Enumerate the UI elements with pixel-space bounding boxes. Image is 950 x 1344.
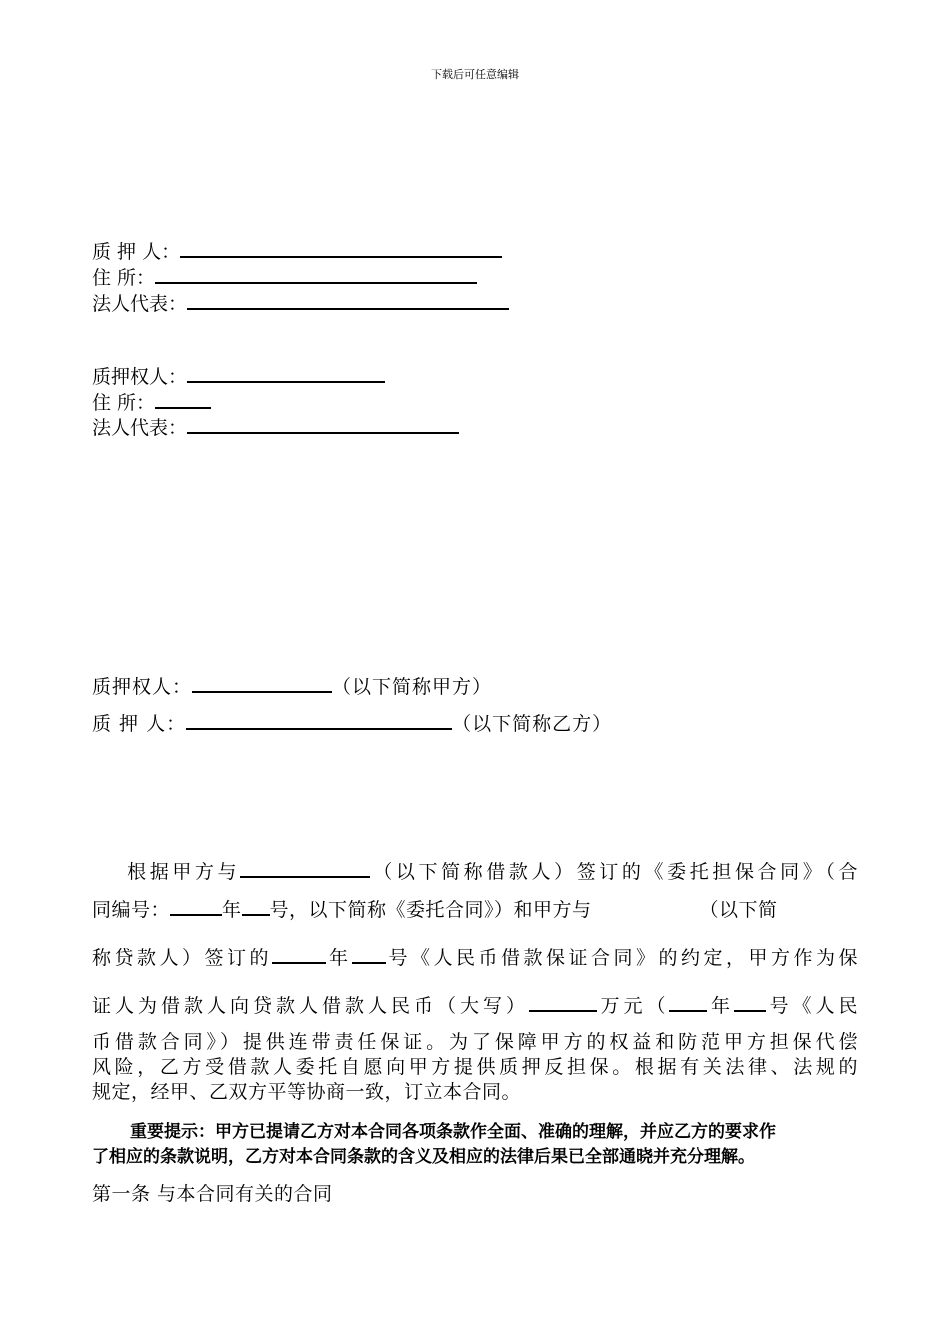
guarantee-no-blank[interactable] xyxy=(352,944,386,964)
loan-no-blank[interactable] xyxy=(734,992,766,1012)
pledgee-rep-label: 法人代表： xyxy=(92,417,188,439)
notice-text: 重要提示：甲方已提请乙方对本合同各项条款作全面、准确的理解，并应乙方的要求作 xyxy=(130,1122,776,1142)
body-line-6: 风险，乙方受借款人委托自愿向甲方提供质押反担保。根据有关法律、法规的 xyxy=(92,1056,858,1078)
body-text: 年 xyxy=(326,947,352,969)
pledgee-blank[interactable] xyxy=(187,363,385,383)
body-line-4 xyxy=(92,992,858,1018)
header-note: 下载后可任意编辑 xyxy=(431,68,519,81)
body-text: （以下简 xyxy=(699,899,778,921)
body-text: 号，以下简称《委托合同》）和甲方与 xyxy=(269,899,592,921)
body-text: 年 xyxy=(707,995,734,1017)
body-text: （以下简称借款人）签订的《委托担保合同》（合 xyxy=(370,861,858,883)
pledgor-rep-blank[interactable] xyxy=(187,290,509,310)
contract-no-blank[interactable] xyxy=(242,896,270,916)
body-line-1 xyxy=(92,858,858,884)
body-text: 年 xyxy=(222,899,242,921)
notice-line-2: 了相应的条款说明，乙方对本合同条款的含义及相应的法律后果已全部通晓并充分理解。 xyxy=(92,1147,755,1167)
pledgee-address-line xyxy=(92,389,211,415)
body-line-2 xyxy=(92,896,858,922)
article-1-heading: 第一条 与本合同有关的合同 xyxy=(92,1183,333,1205)
pledgor-rep-line xyxy=(92,290,509,316)
pledgor-address-line xyxy=(92,264,477,290)
party-b-label: 质 押 人： xyxy=(92,713,187,735)
body-text: 称贷款人）签订的 xyxy=(92,947,272,969)
body-text: 证人为借款人向贷款人借款人民币（大写） xyxy=(92,995,529,1017)
party-b-suffix: （以下简称乙方） xyxy=(452,713,613,735)
party-a-suffix: （以下简称甲方） xyxy=(332,676,493,698)
guarantee-year-blank[interactable] xyxy=(272,944,326,964)
body-text: 同编号： xyxy=(92,899,171,921)
party-b-blank[interactable] xyxy=(186,710,452,730)
pledgor-label: 质 押 人： xyxy=(92,241,181,263)
party-a-blank[interactable] xyxy=(192,673,332,693)
loan-year-blank[interactable] xyxy=(669,992,707,1012)
pledgee-address-label: 住 所： xyxy=(92,392,156,414)
body-line-7: 规定，经甲、乙双方平等协商一致，订立本合同。 xyxy=(92,1081,522,1103)
body-text: 万元（ xyxy=(596,995,670,1017)
pledgor-rep-label: 法人代表： xyxy=(92,293,188,315)
borrower-blank[interactable] xyxy=(240,858,370,878)
notice-line-1 xyxy=(92,1120,858,1144)
pledgee-label: 质押权人： xyxy=(92,366,188,388)
contract-year-blank[interactable] xyxy=(170,896,222,916)
amount-blank[interactable] xyxy=(529,992,597,1012)
pledgee-rep-blank[interactable] xyxy=(187,414,459,434)
pledgor-address-label: 住 所： xyxy=(92,267,156,289)
body-line-3 xyxy=(92,944,858,970)
pledgee-line xyxy=(92,363,385,389)
pledgor-line xyxy=(92,238,502,264)
body-text: 号《人民 xyxy=(765,995,858,1017)
pledgor-blank[interactable] xyxy=(180,238,502,258)
pledgor-address-blank[interactable] xyxy=(155,264,477,284)
body-text: 号《人民币借款保证合同》的约定，甲方作为保 xyxy=(385,947,858,969)
party-b-line xyxy=(92,710,612,736)
body-line-5: 币借款合同》）提供连带责任保证。为了保障甲方的权益和防范甲方担保代偿 xyxy=(92,1031,858,1053)
party-a-label: 质押权人： xyxy=(92,676,193,698)
party-a-line xyxy=(92,673,492,699)
pledgee-address-blank[interactable] xyxy=(155,389,211,409)
pledgee-rep-line xyxy=(92,414,459,440)
body-text: 根据甲方与 xyxy=(124,861,241,883)
